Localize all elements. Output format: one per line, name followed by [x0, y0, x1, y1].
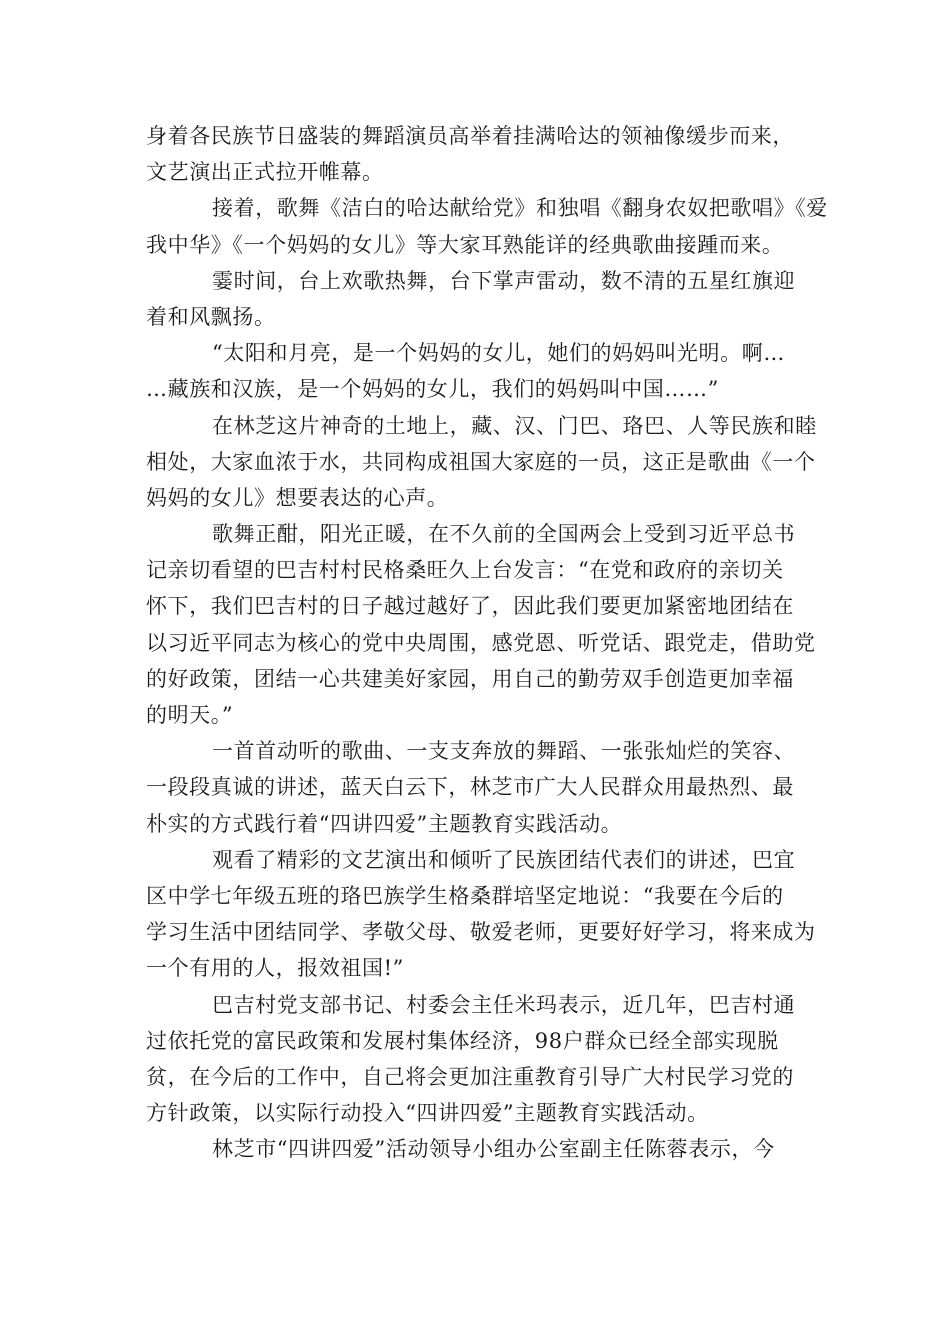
paragraph-first-line: “太阳和月亮，是一个妈妈的女儿，她们的妈妈叫光明。啊…: [212, 341, 785, 366]
paragraph-first-line: 巴吉村党支部书记、村委会主任米玛表示，近几年，巴吉村通: [212, 992, 796, 1017]
paragraph-line: 的明天。”: [146, 703, 234, 727]
paragraph-line: 以习近平同志为核心的党中央周围，感党恩、听党话、跟党走，借助党: [146, 630, 816, 655]
paragraph-line: 一段段真诚的讲述，蓝天白云下，林芝市广大人民群众用最热烈、最: [146, 775, 794, 800]
paragraph-first-line: 霎时间，台上欢歌热舞，台下掌声雷动，数不清的五星红旗迎: [212, 268, 796, 293]
paragraph-first-line: 接着，歌舞《洁白的哈达献给党》和独唱《翻身农奴把歌唱》《爱: [212, 196, 828, 221]
paragraph-line: 贫，在今后的工作中，自己将会更加注重教育引导广大村民学习党的: [146, 1064, 794, 1089]
paragraph-first-line: 歌舞正酣，阳光正暖，在不久前的全国两会上受到习近平总书: [212, 522, 796, 547]
paragraph-line: 学习生活中团结同学、孝敬父母、敬爱老师，更要好好学习，将来成为: [146, 920, 816, 945]
paragraph-line: 一个有用的人，报效祖国!”: [146, 956, 404, 981]
article-body: [146, 118, 828, 1167]
paragraph-line: 着和风飘扬。: [146, 304, 276, 329]
paragraph-line: 怀下，我们巴吉村的日子越过越好了，因此我们要更加紧密地团结在: [146, 594, 794, 619]
paragraph-line: 文艺演出正式拉开帷幕。: [146, 160, 384, 185]
paragraph-line: 妈妈的女儿》想要表达的心声。: [146, 485, 449, 510]
paragraph-line: 过依托党的富民政策和发展村集体经济，98户群众已经全部实现脱: [146, 1028, 779, 1053]
paragraph-line: 的好政策，团结一心共建美好家园，用自己的勤劳双手创造更加幸福: [146, 666, 794, 691]
paragraph-line: …藏族和汉族，是一个妈妈的女儿，我们的妈妈叫中国……”: [146, 377, 719, 402]
paragraph-line: 相处，大家血浓于水，共同构成祖国大家庭的一员，这正是歌曲《一个: [146, 449, 816, 474]
paragraph-first-line: 观看了精彩的文艺演出和倾听了民族团结代表们的讲述，巴宜: [212, 847, 796, 872]
paragraph-first-line: 在林芝这片神奇的土地上，藏、汉、门巴、珞巴、人等民族和睦: [212, 413, 817, 438]
paragraph-line: 方针政策，以实际行动投入“四讲四爱”主题教育实践活动。: [146, 1101, 709, 1126]
paragraph-line: 朴实的方式践行着“四讲四爱”主题教育实践活动。: [146, 811, 623, 836]
paragraph-line: 记亲切看望的巴吉村村民格桑旺久上台发言：“在党和政府的亲切关: [146, 558, 784, 583]
paragraph-first-line: 林芝市“四讲四爱”活动领导小组办公室副主任陈蓉表示，今: [212, 1137, 775, 1162]
paragraph-line: 我中华》《一个妈妈的女儿》等大家耳熟能详的经典歌曲接踵而来。: [146, 232, 784, 257]
paragraph-line: 区中学七年级五班的珞巴族学生格桑群培坚定地说：“我要在今后的: [146, 883, 784, 908]
paragraph-first-line: 一首首动听的歌曲、一支支奔放的舞蹈、一张张灿烂的笑容、: [212, 739, 796, 764]
paragraph-line: 身着各民族节日盛装的舞蹈演员高举着挂满哈达的领袖像缓步而来，: [146, 124, 794, 148]
